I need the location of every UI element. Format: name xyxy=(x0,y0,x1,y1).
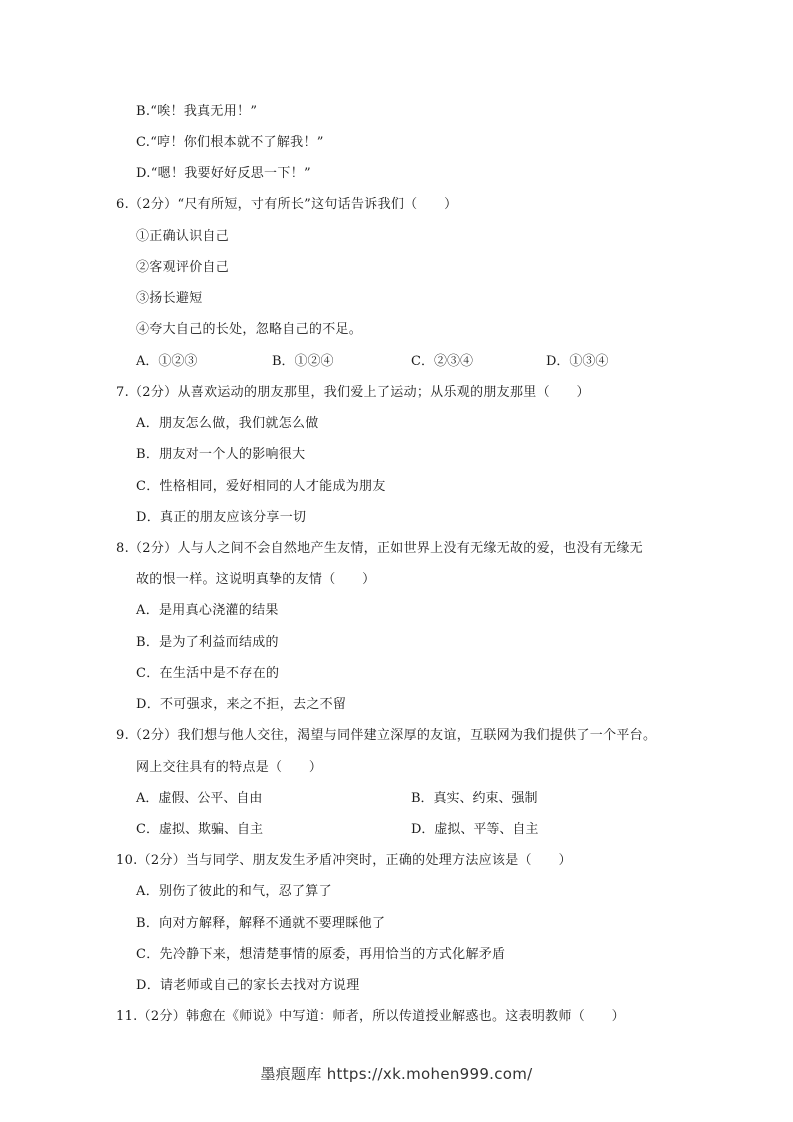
q6-options-row xyxy=(136,353,656,371)
q10-option-c: C．先冷静下来，想清楚事情的原委，再用恰当的方式化解矛盾 xyxy=(136,947,506,962)
q6-item-2: ②客观评价自己 xyxy=(136,260,230,275)
q9-option-c: C．虚拟、欺骗、自主 xyxy=(136,822,263,837)
q9-options-row-2 xyxy=(136,821,596,839)
q6-item-4: ④夸大自己的长处，忽略自己的不足。 xyxy=(136,322,363,337)
q8-option-a: A．是用真心浇灌的结果 xyxy=(136,603,279,618)
q5-option-c: C.“哼！你们根本就不了解我！” xyxy=(136,135,324,150)
q7-option-d: D．真正的朋友应该分享一切 xyxy=(136,510,307,525)
q10-option-a: A．别伤了彼此的和气，忍了算了 xyxy=(136,884,332,899)
q9-option-d: D．虚拟、平等、自主 xyxy=(411,822,539,837)
q6-option-a: A．①②③ xyxy=(136,354,198,369)
q7-option-a: A．朋友怎么做，我们就怎么做 xyxy=(136,416,319,431)
q10-option-d: D．请老师或自己的家长去找对方说理 xyxy=(136,978,360,993)
q6-option-d: D．①③④ xyxy=(546,354,609,369)
q8-stem-line-2: 故的恨一样。这说明真挚的友情（ ） xyxy=(136,572,376,587)
q5-option-d: D.“嗯！我要好好反思一下！” xyxy=(136,166,311,181)
q11-stem: 11.（2分）韩愈在《师说》中写道：师者，所以传道授业解惑也。这表明教师（ ） xyxy=(116,1009,625,1024)
q9-option-a: A．虚假、公平、自由 xyxy=(136,791,263,806)
q8-option-c: C．在生活中是不存在的 xyxy=(136,666,280,681)
footer-watermark: 墨痕题库 https://xk.mohen999.com/ xyxy=(260,1065,533,1083)
q10-stem: 10.（2分）当与同学、朋友发生矛盾冲突时，正确的处理方法应该是（ ） xyxy=(116,853,572,868)
q6-option-c: C．②③④ xyxy=(411,354,473,369)
q6-option-b: B．①②④ xyxy=(272,354,334,369)
q6-stem: 6.（2分）“尺有所短，寸有所长”这句话告诉我们（ ） xyxy=(116,197,458,212)
q6-item-1: ①正确认识自己 xyxy=(136,229,230,244)
q9-stem-line-1: 9.（2分）我们想与他人交往，渴望与同伴建立深厚的友谊，互联网为我们提供了一个平台。 xyxy=(116,728,657,743)
q9-option-b: B．真实、约束、强制 xyxy=(411,791,538,806)
q6-item-3: ③扬长避短 xyxy=(136,291,203,306)
q8-option-d: D．不可强求，来之不拒，去之不留 xyxy=(136,697,347,712)
q7-option-c: C．性格相同，爱好相同的人才能成为朋友 xyxy=(136,479,386,494)
q10-option-b: B．向对方解释，解释不通就不要理睬他了 xyxy=(136,916,386,931)
q9-options-row-1 xyxy=(136,790,596,808)
q5-option-b: B.“唉！我真无用！” xyxy=(136,104,258,119)
q8-option-b: B．是为了利益而结成的 xyxy=(136,635,279,650)
q7-option-b: B．朋友对一个人的影响很大 xyxy=(136,447,306,462)
q8-stem-line-1: 8.（2分）人与人之间不会自然地产生友情，正如世界上没有无缘无故的爱，也没有无缘无 xyxy=(116,541,643,556)
q9-stem-line-2: 网上交往具有的特点是（ ） xyxy=(136,760,323,775)
q7-stem: 7.（2分）从喜欢运动的朋友那里，我们爱上了运动；从乐观的朋友那里（ ） xyxy=(116,385,590,400)
